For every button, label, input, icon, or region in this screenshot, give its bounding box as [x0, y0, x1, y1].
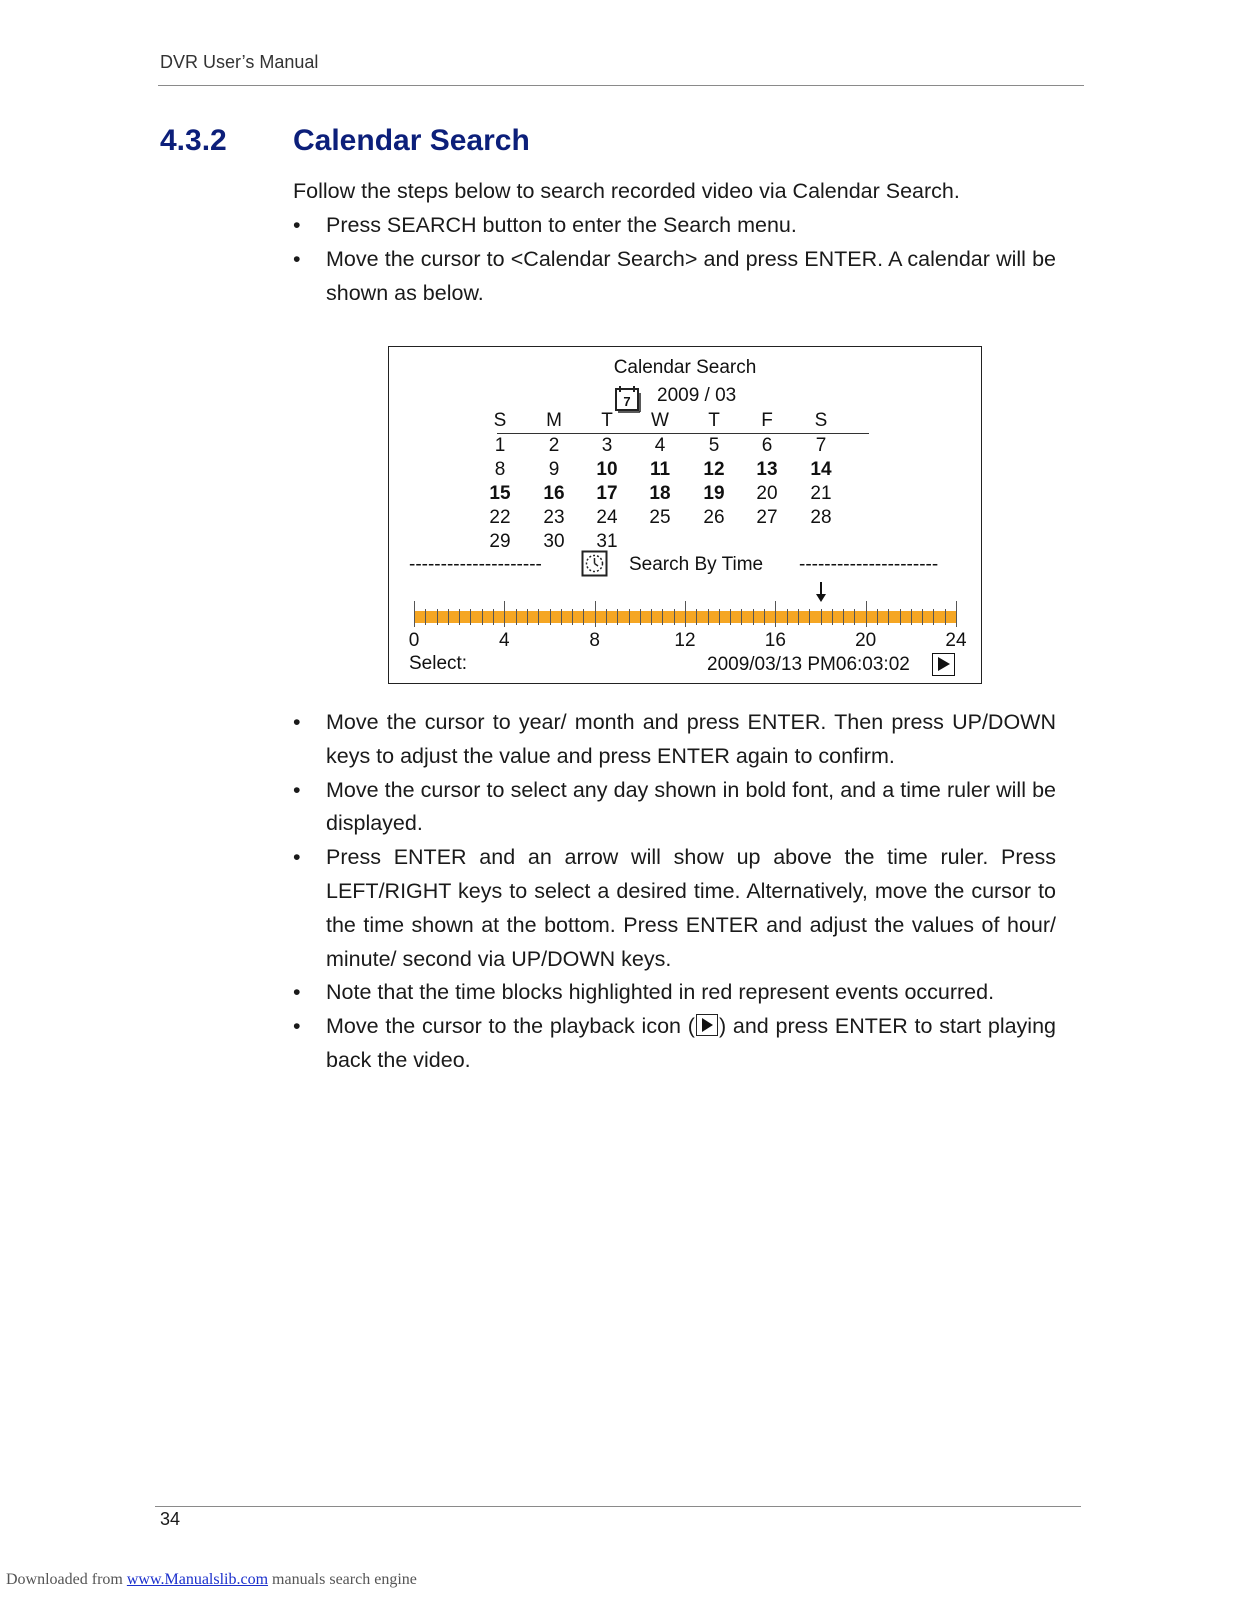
- ruler-minor-tick: [674, 609, 675, 625]
- calendar-day: 8: [494, 459, 506, 480]
- download-prefix: Downloaded from: [6, 1571, 127, 1588]
- ruler-minor-tick: [561, 609, 562, 625]
- list-item: • Move the cursor to year/ month and press ENTER. Then press UP/DOWN keys to adjust the value and press ENTER again to confirm.: [293, 710, 1056, 768]
- weekday-header: T: [601, 410, 613, 431]
- ruler-minor-tick: [448, 609, 449, 625]
- select-label: Select:: [409, 653, 468, 674]
- ruler-major-tick: [595, 601, 596, 627]
- ruler-minor-tick: [538, 609, 539, 625]
- ruler-minor-tick: [764, 609, 765, 625]
- calendar-day: 4: [654, 435, 666, 456]
- section-number: 4.3.2: [160, 124, 227, 157]
- calendar-day: 28: [810, 507, 832, 528]
- ruler-major-tick: [956, 601, 957, 627]
- calendar-day[interactable]: 11: [649, 459, 671, 480]
- ruler-minor-tick: [640, 609, 641, 625]
- ruler-minor-tick: [662, 609, 663, 625]
- list-item: • Note that the time blocks highlighted in red represent events occurred.: [293, 980, 995, 1005]
- calendar-day: 31: [596, 531, 618, 552]
- ruler-minor-tick: [425, 609, 426, 625]
- calendar-day: 25: [649, 507, 671, 528]
- ruler-minor-tick: [459, 609, 460, 625]
- bullet-text: Move the cursor to select any day shown in bold font, and a time ruler will be displayed.: [326, 777, 1056, 836]
- year-month-field[interactable]: 2009 / 03: [657, 385, 737, 406]
- calendar-day: 30: [543, 531, 565, 552]
- download-footer: [6, 1571, 417, 1589]
- section-title: Calendar Search: [293, 124, 530, 157]
- ruler-hour-label: 20: [855, 630, 877, 651]
- bullet-text: Press ENTER and an arrow will show up above the time ruler. Press LEFT/RIGHT keys to select a desired time. Alternatively, move the cursor to the time shown at the bottom. Press ENTER and adjust the values of hour/ minute/ second via UP/DOWN keys.: [326, 845, 1056, 971]
- ruler-minor-tick: [787, 609, 788, 625]
- calendar-day[interactable]: 12: [703, 459, 725, 480]
- bullet-list-top: [293, 209, 1056, 310]
- calendar-day: 27: [756, 507, 778, 528]
- calendar-day: 29: [489, 531, 511, 552]
- list-item: • Move the cursor to <Calendar Search> and press ENTER. A calendar will be shown as below.: [293, 246, 1056, 305]
- ruler-minor-tick: [832, 609, 833, 625]
- ruler-hour-label: 4: [499, 630, 510, 651]
- calendar-search-figure: [388, 346, 982, 684]
- ruler-major-tick: [866, 601, 867, 627]
- calendar-day: 1: [494, 435, 506, 456]
- ruler-minor-tick: [493, 609, 494, 625]
- calendar-day: 6: [761, 435, 773, 456]
- ruler-minor-tick: [798, 609, 799, 625]
- ruler-hour-label: 0: [408, 630, 420, 651]
- calendar-day: 7: [815, 435, 827, 456]
- ruler-hour-label: 8: [589, 630, 600, 651]
- ruler-hour-label: 16: [764, 630, 786, 651]
- page-number: 34: [160, 1509, 181, 1529]
- ruler-minor-tick: [696, 609, 697, 625]
- ruler-minor-tick: [945, 609, 946, 625]
- ruler-minor-tick: [922, 609, 923, 625]
- ruler-major-tick: [414, 601, 415, 627]
- playback-inline-icon: [696, 1014, 718, 1036]
- ruler-minor-tick: [911, 609, 912, 625]
- clock-icon: [581, 550, 609, 578]
- list-item: • Press ENTER and an arrow will show up above the time ruler. Press LEFT/RIGHT keys to select a desired time. Alternatively, move the cursor to the time shown at the bottom. Press ENTER and adjust the values of hour/ minute/ second via UP/DOWN keys.: [293, 845, 1056, 971]
- calendar-icon: [614, 385, 642, 413]
- weekday-header: S: [814, 410, 828, 431]
- list-item: • Press SEARCH button to enter the Search menu.: [293, 213, 797, 237]
- ruler-minor-tick: [470, 609, 471, 625]
- ruler-hour-label: 12: [674, 630, 696, 651]
- search-by-time-label[interactable]: Search By Time: [629, 554, 764, 575]
- time-arrow-icon: [815, 581, 827, 603]
- ruler-minor-tick: [437, 609, 438, 625]
- ruler-minor-tick: [854, 609, 855, 625]
- ruler-minor-tick: [583, 609, 584, 625]
- ruler-minor-tick: [900, 609, 901, 625]
- ruler-major-tick: [685, 601, 686, 627]
- ruler-minor-tick: [809, 609, 810, 625]
- ruler-minor-tick: [629, 609, 630, 625]
- calendar-day[interactable]: 14: [810, 459, 832, 480]
- bullet-text: Move the cursor to year/ month and press ENTER. Then press UP/DOWN keys to adjust the value and press ENTER again to confirm.: [326, 710, 1056, 768]
- ruler-minor-tick: [482, 609, 483, 625]
- footer-rule: [155, 1506, 1081, 1507]
- ruler-minor-tick: [877, 609, 878, 625]
- play-button-icon[interactable]: [932, 653, 955, 676]
- bullet-text: Press SEARCH button to enter the Search menu.: [326, 213, 797, 237]
- calendar-day[interactable]: 15: [489, 483, 511, 504]
- weekday-header: F: [761, 410, 773, 431]
- calendar-day: 20: [756, 483, 778, 504]
- calendar-day[interactable]: 19: [703, 483, 725, 504]
- ruler-minor-tick: [730, 609, 731, 625]
- bullet-list-bottom: [293, 706, 1056, 1078]
- ruler-minor-tick: [550, 609, 551, 625]
- ruler-major-tick: [504, 601, 505, 627]
- ruler-minor-tick: [651, 609, 652, 625]
- ruler-minor-tick: [933, 609, 934, 625]
- weekday-underline: [497, 433, 869, 434]
- ruler-minor-tick: [606, 609, 607, 625]
- calendar-day: 21: [810, 483, 832, 504]
- ruler-minor-tick: [516, 609, 517, 625]
- calendar-day[interactable]: 17: [596, 483, 618, 504]
- calendar-day: 23: [543, 507, 565, 528]
- bullet-text: Note that the time blocks highlighted in red represent events occurred.: [326, 980, 995, 1005]
- ruler-minor-tick: [708, 609, 709, 625]
- ruler-minor-tick: [843, 609, 844, 625]
- ruler-minor-tick: [741, 609, 742, 625]
- calendar-day: 9: [548, 459, 560, 480]
- list-item: • Move the cursor to select any day shown in bold font, and a time ruler will be displayed.: [293, 777, 1056, 836]
- header-rule: [158, 85, 1084, 86]
- dashes-right: ----------------------: [799, 554, 939, 575]
- calendar-day[interactable]: 16: [543, 483, 565, 504]
- ruler-minor-tick: [753, 609, 754, 625]
- ruler-minor-tick: [527, 609, 528, 625]
- weekday-header: W: [651, 410, 669, 431]
- calendar-day[interactable]: 10: [596, 459, 618, 480]
- bullet-text-post: ) and press ENTER to start playing back the video.: [326, 1014, 1056, 1072]
- ruler-hour-label: 24: [945, 630, 967, 651]
- weekday-header: M: [546, 410, 562, 431]
- bullet-text-pre: Move the cursor to the playback icon (: [326, 1014, 695, 1039]
- calendar-day: 22: [489, 507, 511, 528]
- ruler-major-tick: [775, 601, 776, 627]
- calendar-day: 3: [601, 435, 613, 456]
- download-suffix: manuals search engine: [268, 1571, 417, 1588]
- ruler-minor-tick: [572, 609, 573, 625]
- calendar-day: 24: [596, 507, 618, 528]
- calendar-day: 5: [708, 435, 720, 456]
- figure-title: Calendar Search: [613, 357, 757, 378]
- intro-paragraph: Follow the steps below to search recorded video via Calendar Search.: [293, 179, 960, 203]
- running-header: DVR User’s Manual: [160, 52, 319, 72]
- calendar-day[interactable]: 13: [756, 459, 778, 480]
- dashes-left: ---------------------: [409, 554, 542, 575]
- calendar-day: 2: [548, 435, 560, 456]
- bullet-text: Move the cursor to <Calendar Search> and press ENTER. A calendar will be shown as below.: [326, 246, 1056, 305]
- list-item: • Move the cursor to the playback icon ( ) and press ENTER to start playing back the video.: [293, 1014, 1056, 1072]
- calendar-icon-digit: 7: [623, 394, 631, 409]
- ruler-minor-tick: [719, 609, 720, 625]
- manualslib-link[interactable]: www.Manualslib.com: [126, 1571, 269, 1588]
- ruler-minor-tick: [888, 609, 889, 625]
- calendar-day[interactable]: 18: [649, 483, 671, 504]
- datetime-field[interactable]: 2009/03/13 PM06:03:02: [707, 654, 910, 675]
- weekday-header: S: [493, 410, 507, 431]
- weekday-header: T: [708, 410, 720, 431]
- calendar-day: 26: [703, 507, 725, 528]
- ruler-minor-tick: [617, 609, 618, 625]
- ruler-minor-tick: [821, 609, 822, 625]
